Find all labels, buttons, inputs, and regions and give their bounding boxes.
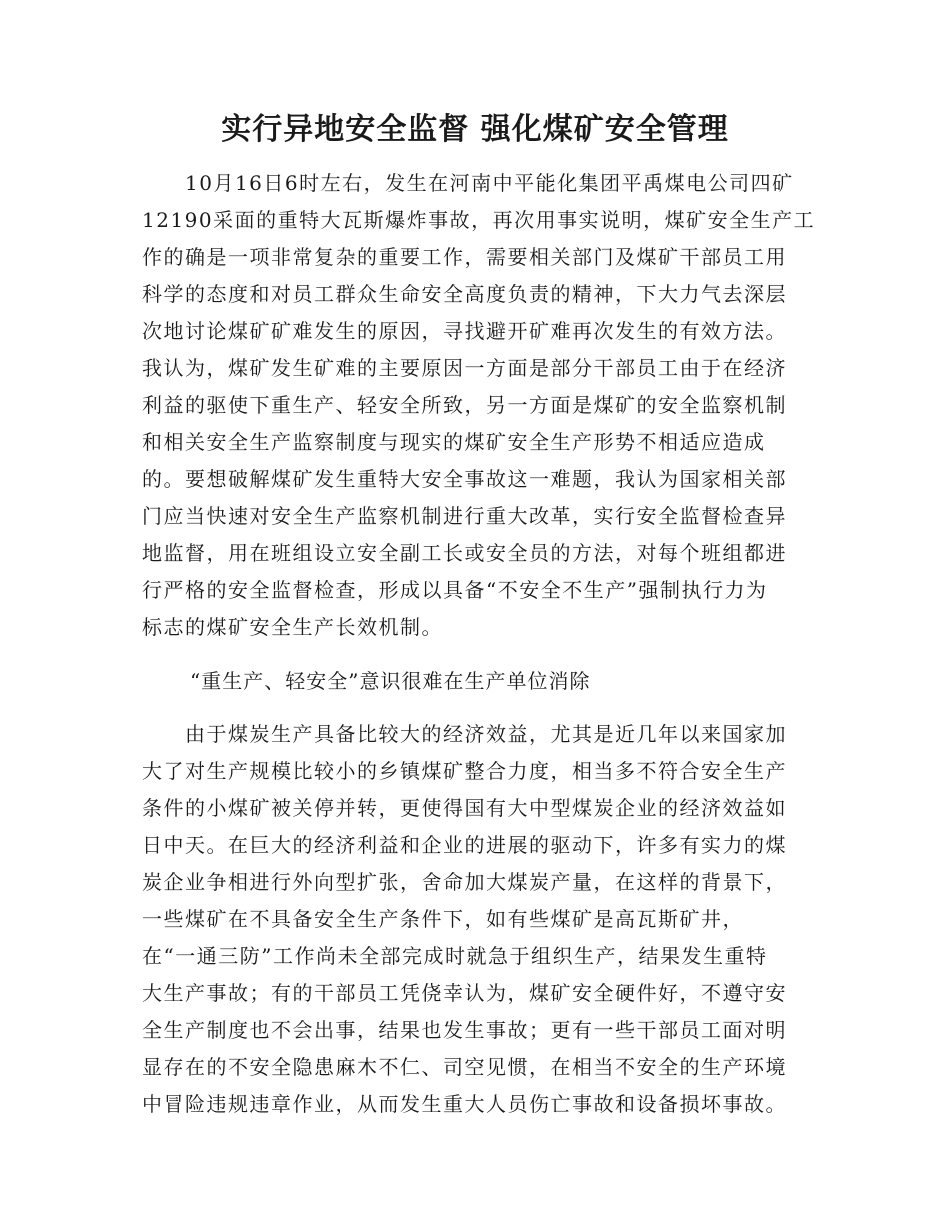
paragraph-1-line: 我认为，煤矿发生矿难的主要原因一方面是部分干部员工由于在经济: [142, 356, 787, 380]
paragraph-1-line: 次地讨论煤矿矿难发生的原因，寻找避开矿难再次发生的有效方法。: [142, 319, 787, 343]
paragraph-1-line: 门应当快速对安全生产监察机制进行重大改革，实行安全监督检查异: [142, 504, 787, 528]
paragraph-2-line: 全生产制度也不会出事，结果也发生事故；更有一些干部员工面对明: [142, 1018, 787, 1042]
paragraph-2-line: 条件的小煤矿被关停并转，更使得国有大中型煤炭企业的经济效益如: [142, 796, 787, 820]
document-title: 实行异地安全监督 强化煤矿安全管理: [221, 112, 729, 147]
paragraph-2-line: 由于煤炭生产具备比较大的经济效益，尤其是近几年以来国家加: [142, 722, 787, 746]
paragraph-1-line: 的。要想破解煤矿发生重特大安全事故这一难题，我认为国家相关部: [142, 467, 787, 491]
paragraph-2-line: 在“一通三防”工作尚未全部完成时就急于组织生产，结果发生重特: [142, 944, 768, 968]
paragraph-2-line: 大生产事故；有的干部员工凭侥幸认为，煤矿安全硬件好，不遵守安: [142, 981, 787, 1005]
paragraph-2-line: 日中天。在巨大的经济利益和企业的进展的驱动下，许多有实力的煤: [142, 833, 787, 857]
paragraph-2-line: 一些煤矿在不具备安全生产条件下，如有些煤矿是高瓦斯矿井，: [142, 907, 744, 931]
paragraph-1-line: 12190采面的重特大瓦斯爆炸事故，再次用事实说明，煤矿安全生产工: [142, 208, 816, 232]
paragraph-1-line: 10月16日6时左右，发生在河南中平能化集团平禹煤电公司四矿: [142, 171, 794, 195]
paragraph-2-line: 显存在的不安全隐患麻木不仁、司空见惯，在相当不安全的生产环境: [142, 1055, 787, 1079]
paragraph-1-line: 利益的驱使下重生产、轻安全所致，另一方面是煤矿的安全监察机制: [142, 393, 787, 417]
paragraph-1-line: 科学的态度和对员工群众生命安全高度负责的精神，下大力气去深层: [142, 282, 787, 306]
paragraph-2-line: 大了对生产规模比较小的乡镇煤矿整合力度，相当多不符合安全生产: [142, 759, 787, 783]
paragraph-1-line: 标志的煤矿安全生产长效机制。: [142, 615, 443, 639]
paragraph-2-line: 炭企业争相进行外向型扩张，舍命加大煤炭产量，在这样的背景下，: [142, 870, 787, 894]
paragraph-1-line: 作的确是一项非常复杂的重要工作，需要相关部门及煤矿干部员工用: [142, 245, 787, 269]
paragraph-2-line: 中冒险违规违章作业，从而发生重大人员伤亡事故和设备损坏事故。: [142, 1092, 787, 1116]
paragraph-1-line: 行严格的安全监督检查，形成以具备“不安全不生产”强制执行力为: [142, 578, 768, 602]
paragraph-1-line: 地监督，用在班组设立安全副工长或安全员的方法，对每个班组都进: [142, 541, 787, 565]
section-subheading: “重生产、轻安全”意识很难在生产单位消除: [190, 669, 591, 693]
paragraph-1-line: 和相关安全生产监察制度与现实的煤矿安全生产形势不相适应造成: [142, 430, 766, 454]
